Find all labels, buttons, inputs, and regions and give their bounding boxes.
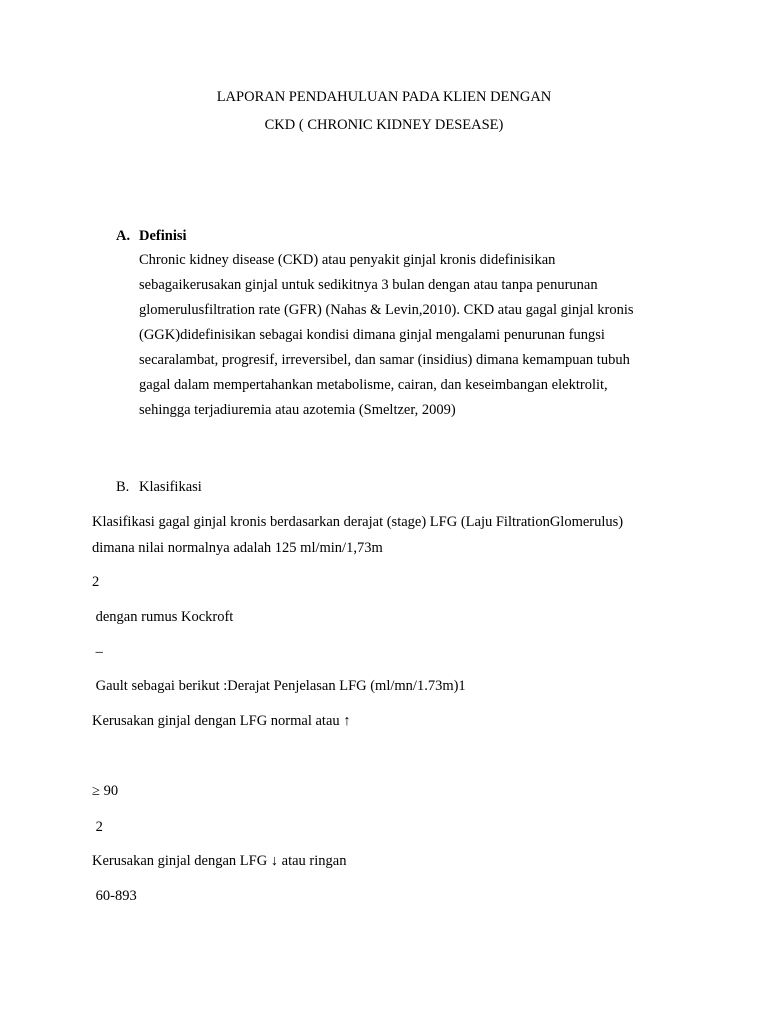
definition-line: secaralambat, progresif, irreversibel, dan samar (insidius) dimana kemampuan tubuh	[139, 352, 630, 368]
classification-text-line: 2	[92, 819, 103, 835]
classification-text-line: 60-893	[92, 888, 137, 904]
definition-line: glomerulusfiltration rate (GFR) (Nahas & Levin,2010). CKD atau gagal ginjal kronis	[139, 302, 634, 318]
document-title-line-2: CKD ( CHRONIC KIDNEY DESEASE)	[264, 117, 504, 133]
classification-text-line: Kerusakan ginjal dengan LFG ↓ atau ringan	[92, 853, 347, 869]
definition-line: (GGK)didefinisikan sebagai kondisi dimana ginjal mengalami penurunan fungsi	[139, 327, 605, 343]
classification-text-line: dengan rumus Kockroft	[92, 609, 234, 625]
section-a-heading	[116, 227, 187, 245]
classification-text-line: dimana nilai normalnya adalah 125 ml/min/1,73m	[92, 540, 383, 556]
definition-paragraph	[139, 251, 699, 426]
classification-text-line: –	[92, 644, 103, 660]
document-title-line-1: LAPORAN PENDAHULUAN PADA KLIEN DENGAN	[216, 89, 552, 105]
section-a-title: Definisi	[139, 228, 187, 244]
classification-text-line: 2	[92, 574, 100, 590]
classification-text-line: Klasifikasi gagal ginjal kronis berdasarkan derajat (stage) LFG (Laju FiltrationGlomerulus)	[92, 514, 624, 530]
classification-text-line: ≥ 90	[92, 783, 119, 799]
section-b-title: Klasifikasi	[139, 479, 202, 495]
classification-text-line: Gault sebagai berikut :Derajat Penjelasan LFG (ml/mn/1.73m)1	[92, 678, 466, 694]
section-b-marker: B.	[116, 479, 130, 495]
definition-line: sehingga terjadiuremia atau azotemia (Smeltzer, 2009)	[139, 402, 456, 418]
section-b-heading	[116, 478, 202, 496]
definition-line: sebagaikerusakan ginjal untuk sedikitnya 3 bulan dengan atau tanpa penurunan	[139, 277, 598, 293]
section-a-marker: A.	[116, 228, 131, 244]
definition-line: gagal dalam mempertahankan metabolisme, cairan, dan keseimbangan elektrolit,	[139, 377, 608, 393]
definition-line: Chronic kidney disease (CKD) atau penyakit ginjal kronis didefinisikan	[139, 252, 556, 268]
classification-text-line: Kerusakan ginjal dengan LFG normal atau ↑	[92, 713, 351, 729]
